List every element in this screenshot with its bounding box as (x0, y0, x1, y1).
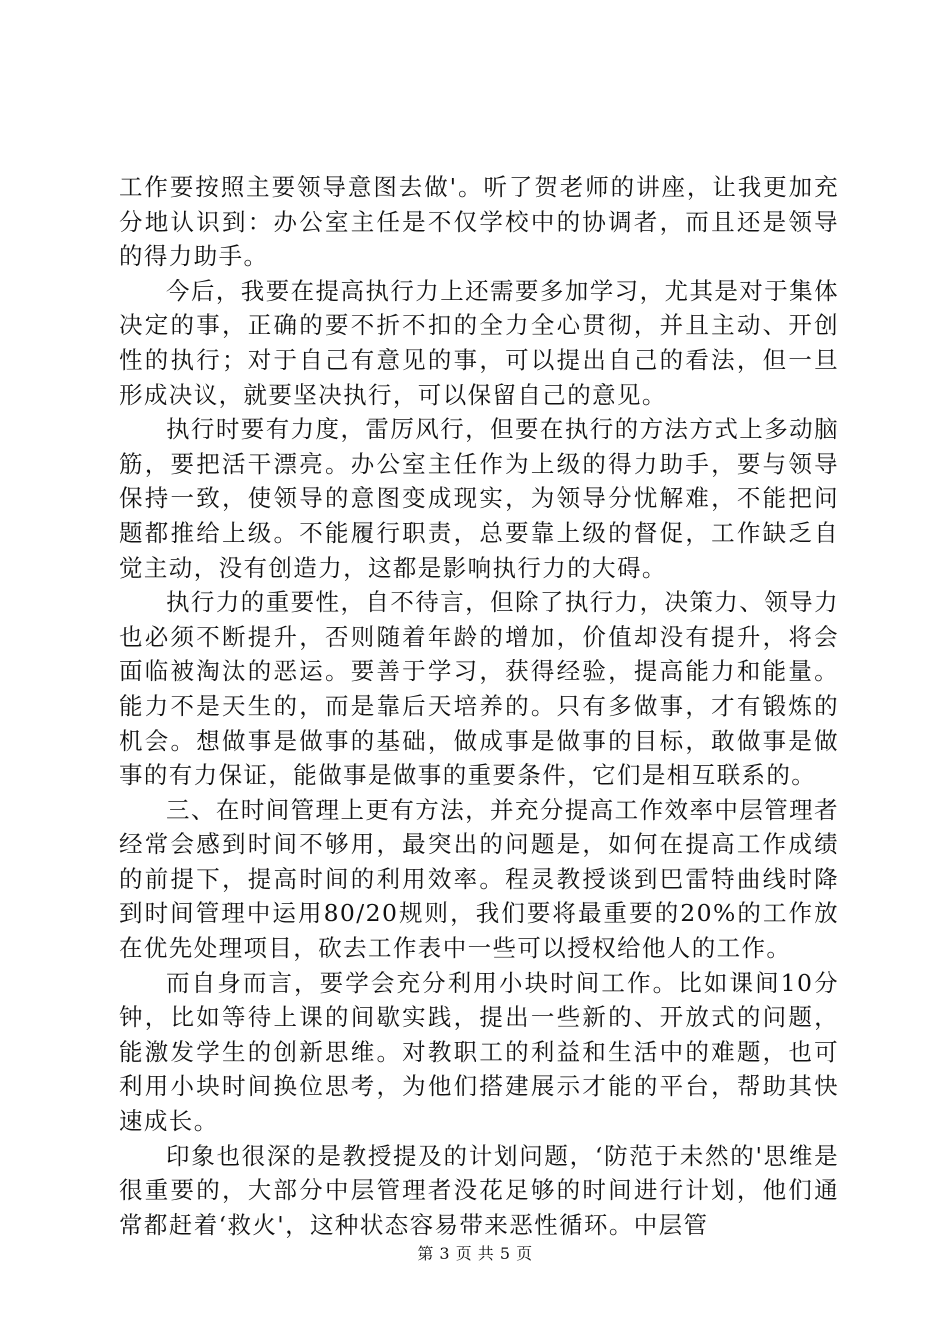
paragraph-5: 三、在时间管理上更有方法，并充分提高工作效率中层管理者经常会感到时间不够用，最突出的问题是，如何在提高工作成绩的前提下，提高时间的利用效率。程灵教授谈到巴雷特曲线时降到时间管理中运用80/20规则，我们要将最重要的20%的工作放在优先处理项目，砍去工作表中一些可以授权给他人的工作。 (119, 795, 839, 963)
body-text (119, 170, 839, 1242)
paragraph-3: 执行时要有力度，雷厉风行，但要在执行的方法方式上多动脑筋，要把活干漂亮。办公室主任作为上级的得力助手，要与领导保持一致，使领导的意图变成现实，为领导分忧解难，不能把问题都推给上级。不能履行职责，总要靠上级的督促，工作缺乏自觉主动，没有创造力，这都是影响执行力的大碍。 (119, 415, 839, 582)
page-number-footer: 第 3 页 共 5 页 (417, 1244, 533, 1263)
paragraph-7: 印象也很深的是教授提及的计划问题，‘防范于未然的'思维是很重要的，大部分中层管理者没花足够的时间进行计划，他们通常都赶着‘救火'，这种状态容易带来恶性循环。中层管 (119, 1141, 839, 1239)
paragraph-1: 工作要按照主要领导意图去做'。听了贺老师的讲座，让我更加充分地认识到：办公室主任是不仅学校中的协调者，而且还是领导的得力助手。 (119, 173, 839, 271)
paragraph-4: 执行力的重要性，自不待言，但除了执行力，决策力、领导力也必须不断提升，否则随着年龄的增加，价值却没有提升，将会面临被淘汰的恶运。要善于学习，获得经验，提高能力和能量。能力不是天生的，而是靠后天培养的。只有多做事，才有锻炼的机会。想做事是做事的基础，做成事是做事的目标，敢做事是做事的有力保证，能做事是做事的重要条件，它们是相互联系的。 (119, 588, 839, 790)
paragraph-6: 而自身而言，要学会充分利用小块时间工作。比如课间10分钟，比如等待上课的间歇实践，提出一些新的、开放式的问题，能激发学生的创新思维。对教职工的利益和生活中的难题，也可利用小块时间换位思考，为他们搭建展示才能的平台，帮助其快速成长。 (119, 968, 839, 1136)
paragraph-2: 今后，我要在提高执行力上还需要多加学习，尤其是对于集体决定的事，正确的要不折不扣的全力全心贯彻，并且主动、开创性的执行；对于自己有意见的事，可以提出自己的看法，但一旦形成决议，就要坚决执行，可以保留自己的意见。 (119, 276, 839, 409)
